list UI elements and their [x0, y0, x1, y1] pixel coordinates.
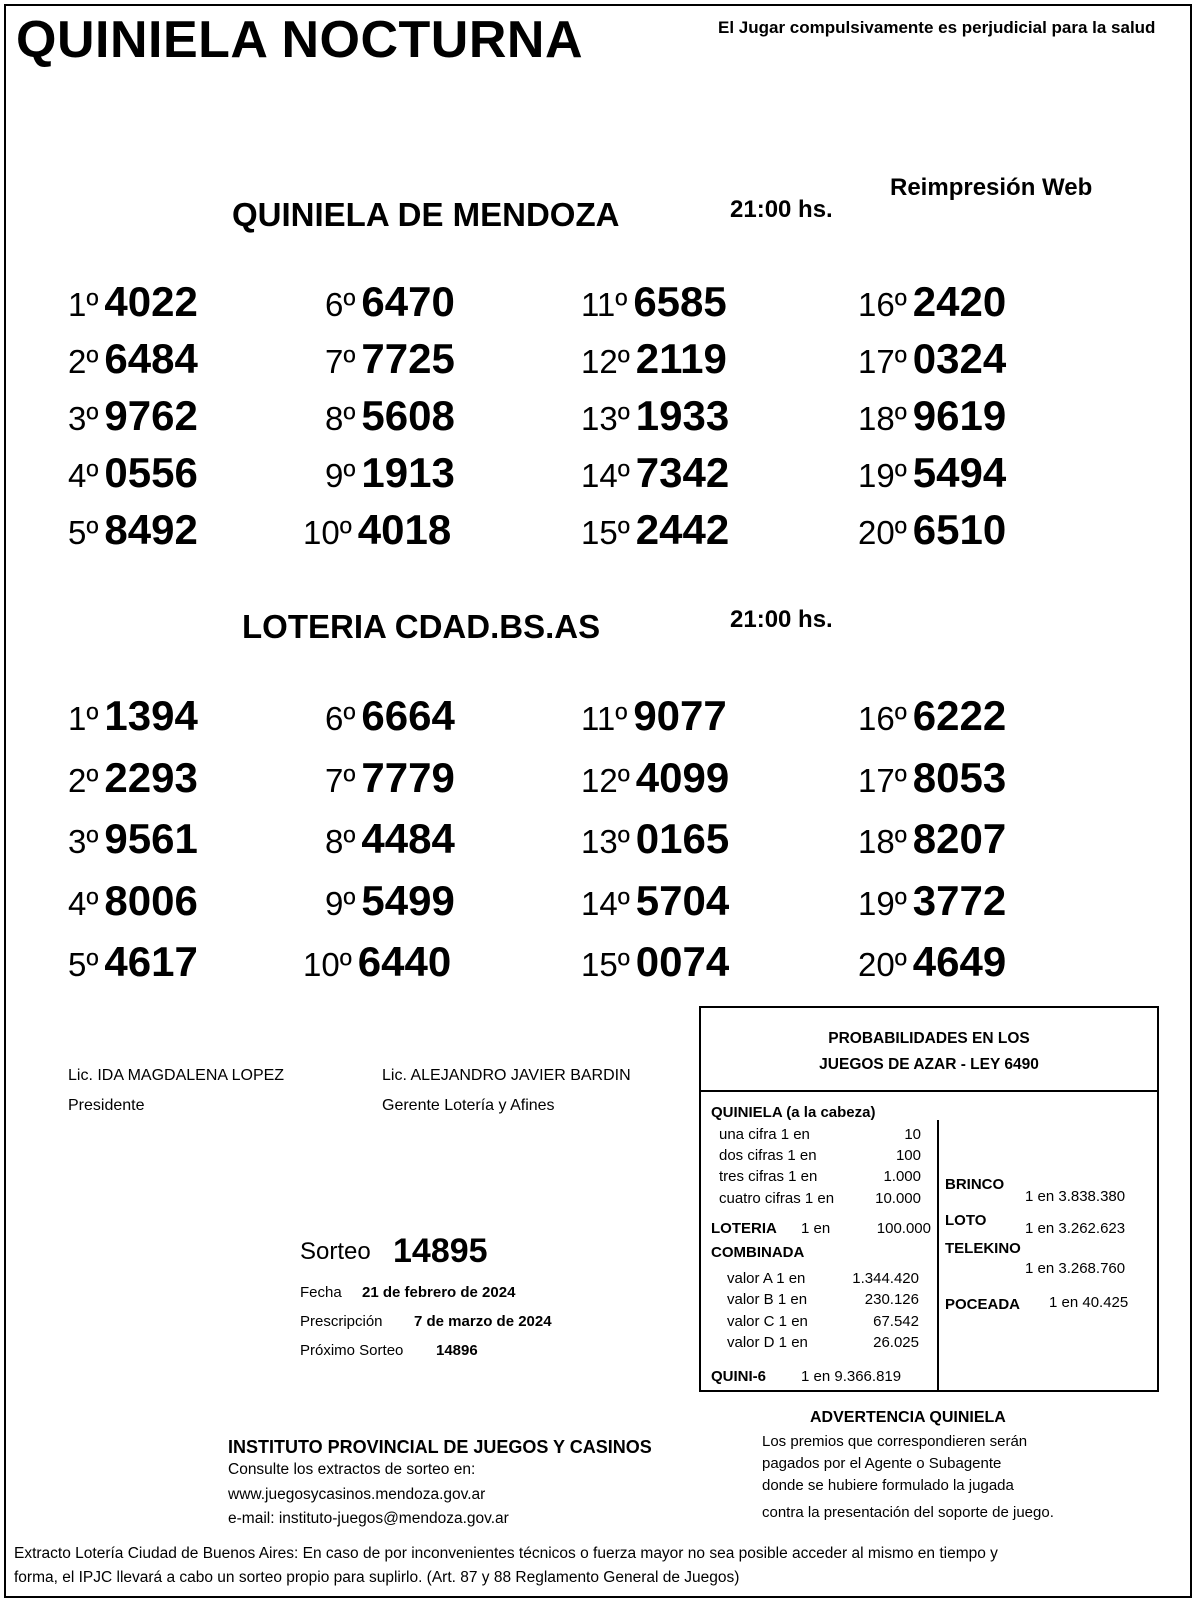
result-entry: [581, 335, 727, 383]
result-position: 4º: [68, 457, 99, 494]
loteria-odds-value: 100.000: [876, 1220, 931, 1237]
result-entry: [858, 278, 1006, 326]
combinada-odds-title: COMBINADA: [711, 1244, 805, 1261]
result-position: 2º: [68, 761, 99, 799]
result-entry: [303, 506, 451, 554]
result-position: 6º: [325, 286, 356, 323]
result-number: 2293: [104, 753, 198, 801]
result-position: 7º: [325, 761, 356, 799]
result-entry: [581, 692, 727, 740]
result-position: 18º: [858, 400, 907, 437]
result-number: 4099: [635, 753, 730, 801]
result-number: 6484: [104, 335, 198, 382]
result-number: 6222: [912, 692, 1007, 739]
quiniela-odds-label: cuatro cifras 1 en: [719, 1190, 835, 1207]
result-entry: [303, 938, 451, 986]
combinada-odds-value: 1.344.420: [852, 1270, 919, 1287]
combinada-odds-label: valor C 1 en: [727, 1313, 808, 1330]
result-number: 4484: [361, 815, 455, 862]
result-position: 5º: [68, 946, 99, 983]
quiniela-odds-value: 10: [904, 1126, 921, 1143]
result-number: 4022: [104, 278, 198, 325]
result-position: 19º: [858, 457, 907, 494]
quiniela-odds-label: una cifra 1 en: [719, 1126, 810, 1143]
result-position: 11º: [581, 286, 628, 323]
result-entry: [68, 392, 198, 440]
result-number: 2119: [635, 335, 727, 382]
result-entry: [581, 815, 729, 863]
result-entry: [858, 506, 1006, 554]
result-position: 14º: [581, 457, 630, 494]
advertencia-line: donde se hubiere formulado la jugada: [762, 1477, 1014, 1494]
result-position: 20º: [858, 946, 907, 983]
result-entry: [325, 392, 455, 440]
institute-name: INSTITUTO PROVINCIAL DE JUEGOS Y CASINOS: [228, 1437, 652, 1457]
result-entry: [325, 815, 455, 863]
result-number: 8006: [104, 876, 198, 924]
probabilities-title-line1: PROBABILIDADES EN LOS: [828, 1030, 1030, 1047]
combinada-odds-value: 67.542: [873, 1313, 919, 1330]
result-entry: [858, 877, 1006, 925]
section-title-mendoza: QUINIELA DE MENDOZA: [232, 196, 620, 233]
result-number: 6470: [361, 278, 455, 325]
result-position: 12º: [581, 761, 630, 799]
combinada-odds-value: 26.025: [873, 1334, 919, 1351]
result-position: 16º: [858, 286, 907, 323]
result-entry: [325, 877, 455, 925]
quiniela-odds-title: QUINIELA (a la cabeza): [711, 1104, 876, 1121]
result-number: 5499: [361, 876, 455, 924]
result-entry: [858, 938, 1006, 986]
result-entry: [68, 506, 198, 554]
result-entry: [581, 754, 729, 802]
result-position: 11º: [581, 700, 628, 737]
result-position: 13º: [581, 823, 630, 860]
result-position: 4º: [68, 884, 99, 922]
result-number: 0324: [912, 335, 1007, 382]
result-entry: [68, 278, 198, 326]
result-position: 3º: [68, 400, 99, 437]
brinco-odds-label: BRINCO: [945, 1176, 1005, 1193]
result-number: 5608: [361, 392, 455, 439]
result-position: 17º: [858, 761, 907, 799]
poceada-odds-value: 1 en 40.425: [1049, 1294, 1129, 1311]
institute-consult: Consulte los extractos de sorteo en:: [228, 1461, 476, 1478]
loteria-odds-label: LOTERIA: [711, 1220, 777, 1237]
result-position: 6º: [325, 700, 356, 737]
result-number: 1933: [635, 392, 730, 439]
result-number: 0165: [635, 815, 730, 862]
result-position: 10º: [303, 514, 352, 551]
result-position: 15º: [581, 514, 630, 551]
result-number: 9561: [104, 815, 198, 862]
result-number: 8207: [912, 815, 1007, 862]
proximo-sorteo-value: 14896: [436, 1342, 478, 1359]
footer-note-line1: Extracto Lotería Ciudad de Buenos Aires: En caso de por inconvenientes técnicos o fuerza mayor no sea posible acceder al mismo en tiempo y: [14, 1545, 998, 1562]
result-entry: [581, 449, 729, 497]
fecha-value: 21 de febrero de 2024: [362, 1284, 516, 1301]
probabilities-divider: [937, 1120, 939, 1392]
result-entry: [68, 335, 198, 383]
result-number: 6440: [357, 938, 452, 985]
result-number: 3772: [912, 876, 1007, 924]
section-time-bsas: 21:00 hs.: [730, 606, 833, 633]
footer-note-line2: forma, el IPJC llevará a cabo un sorteo propio para suplirlo. (Art. 87 y 88 Reglamento General de Juegos): [14, 1569, 740, 1586]
result-entry: [858, 449, 1006, 497]
result-entry: [581, 877, 729, 925]
result-entry: [68, 938, 198, 986]
result-position: 7º: [325, 343, 356, 380]
result-number: 7779: [361, 753, 455, 801]
result-number: 1394: [104, 692, 198, 739]
result-position: 16º: [858, 700, 907, 737]
result-position: 9º: [325, 457, 356, 494]
quiniela-odds-value: 10.000: [875, 1190, 921, 1207]
combinada-odds-label: valor B 1 en: [727, 1291, 808, 1308]
result-number: 4649: [912, 938, 1007, 985]
result-number: 6664: [361, 692, 455, 739]
combinada-odds-label: valor D 1 en: [727, 1334, 808, 1351]
proximo-sorteo-label: Próximo Sorteo: [300, 1342, 404, 1359]
result-number: 4018: [357, 506, 452, 553]
result-position: 2º: [68, 343, 99, 380]
section-title-bsas: LOTERIA CDAD.BS.AS: [242, 608, 601, 645]
result-position: 8º: [325, 400, 356, 437]
prescripcion-label: Prescripción: [300, 1313, 383, 1330]
result-position: 14º: [581, 884, 630, 922]
probabilities-title-line2: JUEGOS DE AZAR - LEY 6490: [819, 1056, 1039, 1073]
result-position: 1º: [68, 700, 99, 737]
result-number: 0556: [104, 449, 198, 496]
result-entry: [325, 278, 455, 326]
result-entry: [68, 877, 198, 925]
advertencia-line: pagados por el Agente o Subagente: [762, 1455, 1002, 1472]
institute-website[interactable]: www.juegosycasinos.mendoza.gov.ar: [228, 1486, 486, 1503]
result-position: 13º: [581, 400, 630, 437]
result-number: 8053: [912, 753, 1007, 801]
quiniela-odds-label: dos cifras 1 en: [719, 1147, 817, 1164]
signature-left-role: Presidente: [68, 1097, 145, 1114]
result-entry: [68, 815, 198, 863]
result-number: 0074: [635, 938, 730, 985]
result-position: 5º: [68, 514, 99, 551]
result-entry: [581, 938, 729, 986]
loto-odds-value: 1 en 3.262.623: [1025, 1220, 1126, 1237]
signature-right-name: Lic. ALEJANDRO JAVIER BARDIN: [382, 1067, 631, 1084]
advertencia-title: ADVERTENCIA QUINIELA: [810, 1409, 1006, 1426]
signature-right-role: Gerente Lotería y Afines: [382, 1097, 555, 1114]
result-number: 2442: [635, 506, 730, 553]
result-number: 6585: [633, 278, 727, 325]
result-position: 20º: [858, 514, 907, 551]
result-number: 7725: [361, 335, 455, 382]
result-entry: [325, 449, 455, 497]
result-position: 1º: [68, 286, 99, 323]
signature-left-name: Lic. IDA MAGDALENA LOPEZ: [68, 1067, 285, 1084]
combinada-odds-label: valor A 1 en: [727, 1270, 806, 1287]
prescripcion-value: 7 de marzo de 2024: [414, 1313, 552, 1330]
telekino-odds-value: 1 en 3.268.760: [1025, 1260, 1126, 1277]
result-number: 9077: [633, 692, 727, 739]
result-position: 19º: [858, 884, 907, 922]
fecha-label: Fecha: [300, 1284, 342, 1301]
advertencia-line: contra la presentación del soporte de juego.: [762, 1504, 1054, 1521]
result-entry: [581, 392, 729, 440]
result-entry: [68, 449, 198, 497]
telekino-odds-label: TELEKINO: [945, 1240, 1021, 1257]
result-position: 10º: [303, 946, 352, 983]
loteria-odds-en: 1 en: [801, 1220, 831, 1237]
probabilities-box: [699, 1006, 1159, 1392]
probabilities-header: [701, 1008, 1157, 1092]
quiniela-odds-value: 100: [895, 1147, 921, 1164]
result-position: 15º: [581, 946, 630, 983]
result-position: 3º: [68, 823, 99, 860]
result-entry: [858, 335, 1006, 383]
result-entry: [325, 335, 455, 383]
reprint-label: Reimpresión Web: [890, 174, 1093, 201]
result-number: 9762: [104, 392, 198, 439]
result-entry: [858, 815, 1006, 863]
result-number: 6510: [912, 506, 1007, 553]
result-number: 4617: [104, 938, 198, 985]
result-entry: [858, 692, 1006, 740]
quiniela-odds-label: tres cifras 1 en: [719, 1168, 818, 1185]
result-number: 9619: [912, 392, 1007, 439]
result-number: 8492: [104, 506, 198, 553]
quiniela-odds-value: 1.000: [883, 1168, 921, 1185]
result-entry: [858, 392, 1006, 440]
sorteo-label: Sorteo: [300, 1238, 371, 1265]
result-entry: [325, 692, 455, 740]
result-number: 5494: [912, 449, 1007, 496]
institute-email[interactable]: e-mail: instituto-juegos@mendoza.gov.ar: [228, 1510, 509, 1527]
loto-odds-label: LOTO: [945, 1212, 987, 1229]
result-entry: [581, 506, 729, 554]
result-position: 9º: [325, 884, 356, 922]
quini6-odds-label: QUINI-6: [711, 1368, 767, 1385]
health-warning: El Jugar compulsivamente es perjudicial para la salud: [718, 18, 1156, 37]
result-position: 17º: [858, 343, 907, 380]
result-entry: [858, 754, 1006, 802]
advertencia-line: Los premios que correspondieren serán: [762, 1433, 1028, 1450]
poceada-odds-label: POCEADA: [945, 1296, 1021, 1313]
result-number: 5704: [635, 876, 730, 924]
result-entry: [581, 278, 727, 326]
brinco-odds-value: 1 en 3.838.380: [1025, 1188, 1126, 1205]
result-entry: [68, 754, 198, 802]
combinada-odds-value: 230.126: [864, 1291, 919, 1308]
result-position: 12º: [581, 343, 630, 380]
result-entry: [325, 754, 455, 802]
result-number: 1913: [361, 449, 455, 496]
result-position: 8º: [325, 823, 356, 860]
result-number: 7342: [635, 449, 730, 496]
quini6-odds-value: 1 en 9.366.819: [801, 1368, 902, 1385]
result-number: 2420: [912, 278, 1007, 325]
result-entry: [68, 692, 198, 740]
sorteo-number: 14895: [393, 1232, 488, 1270]
result-position: 18º: [858, 823, 907, 860]
section-time-mendoza: 21:00 hs.: [730, 196, 833, 223]
page-title: QUINIELA NOCTURNA: [16, 11, 583, 69]
